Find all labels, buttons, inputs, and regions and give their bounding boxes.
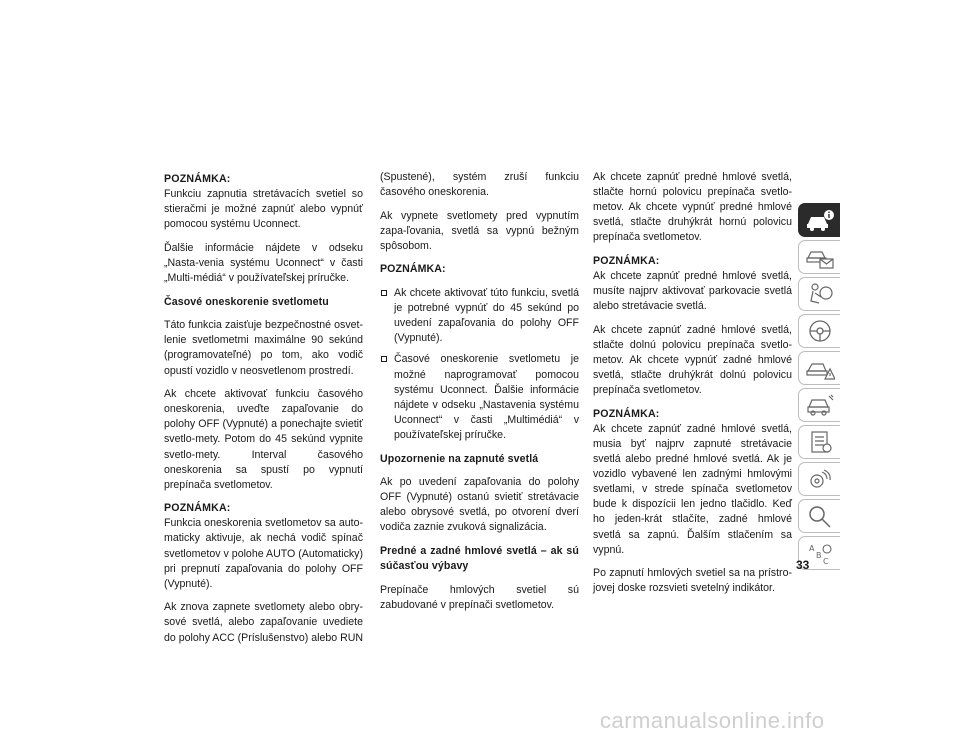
- note-label: POZNÁMKA:: [380, 263, 446, 276]
- car-service-icon: [805, 392, 835, 418]
- note-text: Ak chcete zapnúť zadné hmlové svetlá, musia byť najprv zapnuté stretávacie svetlá alebo predné hmlové svetlá. Ak je vozidlo vybavené len zadnými hmlovými svetlami, v strede spínača svetlometov bude k dispozícii len jedno tlačidlo. Keď ho jeden-krát stlačíte, zadné hmlové svetlá sa zapnú. Ďalším stlačením sa vypnú.: [593, 422, 792, 556]
- chapter-tabs: [798, 203, 842, 573]
- specifications-icon: [805, 429, 835, 455]
- airbag-icon: [805, 281, 835, 307]
- tab-steering[interactable]: [798, 314, 840, 348]
- car-mail-icon: [805, 244, 835, 270]
- checkbox-bullet-icon: [381, 290, 387, 296]
- svg-text:C: C: [822, 557, 829, 566]
- tab-search[interactable]: [798, 499, 840, 533]
- note-2: [164, 501, 363, 592]
- watermark: carmanualsonline.info: [600, 708, 825, 733]
- bullet-list: [380, 286, 579, 443]
- svg-text:B: B: [815, 551, 821, 560]
- svg-text:A: A: [808, 544, 814, 553]
- list-item: [380, 352, 579, 443]
- tab-car-mail[interactable]: [798, 240, 840, 274]
- paragraph: Ďalšie informácie nájdete v odseku „Nasta-venia systému Uconnect“ v časti „Multi-médiá“ v používateľskej príručke.: [164, 241, 363, 285]
- note-1: [593, 254, 792, 314]
- note-label: POZNÁMKA:: [593, 407, 660, 420]
- note-label: POZNÁMKA:: [164, 502, 231, 515]
- car-warning-icon: [805, 355, 835, 381]
- paragraph: (Spustené), systém zruší funkciu časového oneskorenia.: [380, 171, 579, 199]
- paragraph: Po zapnutí hmlových svetiel sa na prístro-jovej doske rozsvieti svetelný indikátor.: [593, 567, 792, 595]
- paragraph: Táto funkcia zaisťuje bezpečnostné osvet-lenie svetlometmi maximálne 90 sekúnd (programovateľné) po tom, ako vodič opustí vozidlo v neosvetlenom prostredí.: [164, 319, 363, 377]
- tab-multimedia[interactable]: [798, 462, 840, 496]
- section-heading: Predné a zadné hmlové svetlá – ak sú súčasťou výbavy: [380, 544, 579, 573]
- note-text: Ak chcete zapnúť predné hmlové svetlá, musíte najprv aktivovať parkovacie svetlá alebo stretávacie svetlá.: [593, 270, 792, 313]
- search-icon: [805, 503, 835, 529]
- note-label: POZNÁMKA:: [164, 173, 231, 185]
- tab-car-warning[interactable]: [798, 351, 840, 385]
- paragraph: Ak chcete aktivovať funkciu časového oneskorenia, uveďte zapaľovanie do polohy OFF (Vypnuté) a ponechajte svietiť svetlo-mety. Potom do 45 sekúnd vypnite svetlo-mety. Interval časového oneskorenia sa spustí po vypnutí prepínača svetlometov.: [164, 388, 363, 491]
- paragraph: Prepínače hmlových svetiel sú zabudované v prepínači svetlometov.: [380, 583, 579, 611]
- tab-specifications[interactable]: [798, 425, 840, 459]
- paragraph: Ak vypnete svetlomety pred vypnutím zapa-ľovania, svetlá sa vypnú bežným spôsobom.: [380, 209, 579, 252]
- note-text: Funkcia oneskorenia svetlometov sa auto-maticky aktivuje, ak nechá vodič spínač svetlometov v polohe AUTO (Automaticky) pri prepnutí zapaľovania do polohy OFF (Vypnuté).: [164, 517, 363, 590]
- tab-airbag[interactable]: [798, 277, 840, 311]
- paragraph: Ak znova zapnete svetlomety alebo obry-sové svetlá, alebo zapaľovanie uvediete do polohy ACC (Príslušenstvo) alebo RUN: [164, 601, 364, 644]
- list-item-text: Ak chcete aktivovať túto funkciu, svetlá je potrebné vypnúť do 45 sekúnd po uvedení zapaľovania do polohy OFF (Vypnuté).: [394, 287, 579, 345]
- steering-wheel-icon: [805, 318, 835, 344]
- note-text: Funkciu zapnutia stretávacích svetiel so stieračmi je možné zapnúť alebo vypnúť pomocou systému Uconnect.: [164, 188, 363, 231]
- tab-car-info[interactable]: [798, 203, 840, 237]
- car-info-icon: [805, 207, 835, 233]
- column-1: [164, 172, 363, 654]
- column-3: [593, 170, 792, 605]
- paragraph: Ak chcete zapnúť predné hmlové svetlá, stlačte hornú polovicu prepínača svetlo-metov. Ak chcete vypnúť predné hmlové svetlá, stlačte druhýkrát hornú polovicu prepínača svetlometov.: [593, 171, 792, 244]
- multimedia-icon: [805, 466, 835, 492]
- section-heading: Upozornenie na zapnuté svetlá: [380, 452, 539, 465]
- page-number: 33: [796, 558, 810, 572]
- paragraph: Ak chcete zapnúť zadné hmlové svetlá, stlačte dolnú polovicu prepínača svetlo-metov. Ak chcete vypnúť zadné hmlové svetlá, stlačte druhýkrát dolnú polovicu prepínača svetlometov.: [593, 323, 792, 397]
- list-item: [380, 286, 579, 346]
- list-item-text: Časové oneskorenie svetlometu je možné naprogramovať pomocou systému Uconnect. Ďalšie informácie nájdete v odseku „Nastavenia systému Uconnect“ v časti „Multimédiá“ v používateľskej príručke.: [394, 353, 579, 441]
- paragraph: Ak po uvedení zapaľovania do polohy OFF (Vypnuté) ostanú svietiť stretávacie alebo obrysové svetlá, po otvorení dverí vodiča zaznie zvuková signalizácia.: [380, 476, 579, 534]
- note-1: [164, 172, 363, 232]
- note-label: POZNÁMKA:: [593, 254, 660, 267]
- note-2: [593, 407, 792, 558]
- column-2: [380, 170, 579, 621]
- tab-car-service[interactable]: [798, 388, 840, 422]
- section-heading: Časové oneskorenie svetlometu: [164, 295, 329, 308]
- checkbox-bullet-icon: [381, 356, 387, 362]
